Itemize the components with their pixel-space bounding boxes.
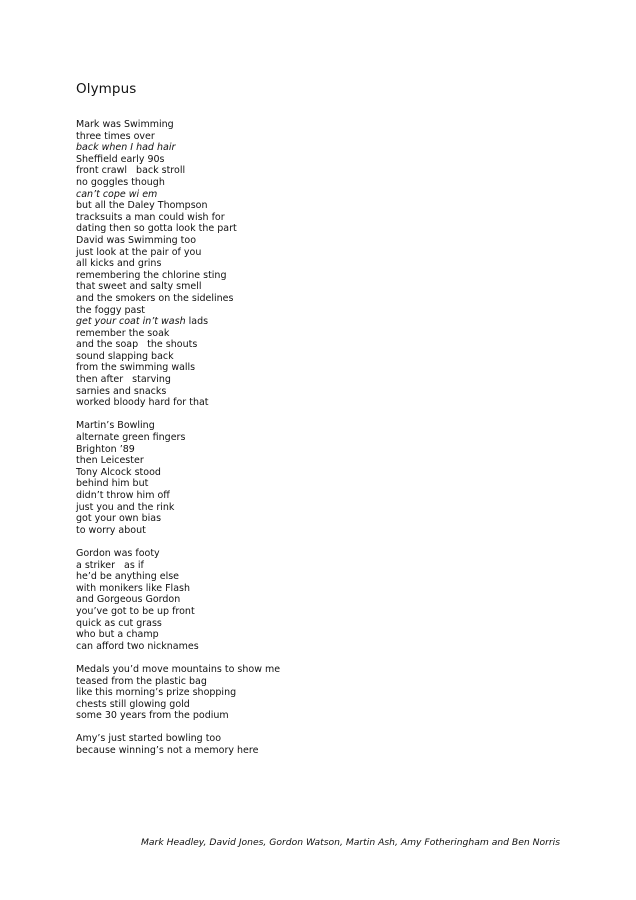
text-segment: then Leicester [76, 455, 144, 467]
poem-line [76, 258, 596, 270]
text-segment: quick as cut grass [76, 617, 162, 629]
text-segment: can afford two nicknames [76, 640, 199, 652]
poem-line [76, 641, 596, 653]
poem-line [76, 525, 596, 537]
poem-title: Olympus [76, 81, 137, 97]
text-segment: chests still glowing gold [76, 698, 190, 710]
poem-line [76, 247, 596, 259]
poem-line [76, 455, 596, 467]
poem-line [76, 710, 596, 722]
text-segment: got your own bias [76, 513, 162, 525]
stanza [76, 733, 596, 756]
poem-line [76, 351, 596, 363]
poem-line [76, 212, 596, 224]
poem-line [76, 293, 596, 305]
poem-line [76, 339, 596, 351]
stanza [76, 664, 596, 722]
poem-line [76, 362, 596, 374]
text-segment: to worry about [76, 524, 146, 536]
poem-line [76, 374, 596, 386]
poem-line [76, 235, 596, 247]
poem-line [76, 432, 596, 444]
poem-line [76, 548, 596, 560]
stanza [76, 420, 596, 536]
poem-line [76, 745, 596, 757]
text-segment: just you and the rink [76, 501, 175, 513]
text-segment: he’d be anything else [76, 571, 180, 583]
text-segment: and the soap the shouts [76, 339, 198, 351]
text-segment: sound slapping back [76, 350, 174, 362]
poem-line [76, 270, 596, 282]
poem-credits: Mark Headley, David Jones, Gordon Watson, Martin Ash, Amy Fotheringham and Ben Norris [141, 837, 560, 848]
text-segment: then after starving [76, 374, 171, 386]
poem-line [76, 131, 596, 143]
text-segment: Sheffield early 90s [76, 153, 165, 165]
poem-line [76, 444, 596, 456]
poem-line [76, 571, 596, 583]
poem-line [76, 386, 596, 398]
text-segment: that sweet and salty smell [76, 281, 202, 293]
poem-line [76, 629, 596, 641]
text-segment: alternate green fingers [76, 432, 186, 444]
poem-line [76, 687, 596, 699]
poem-line [76, 490, 596, 502]
text-segment: who but a champ [76, 629, 159, 641]
italic-segment: can’t cope wi em [76, 188, 158, 200]
text-segment: tracksuits a man could wish for [76, 211, 225, 223]
poem-line [76, 594, 596, 606]
poem-line [76, 583, 596, 595]
text-segment: Gordon was footy [76, 547, 160, 559]
poem-line [76, 200, 596, 212]
poem-line [76, 513, 596, 525]
text-segment: front crawl back stroll [76, 165, 186, 177]
poem-line [76, 328, 596, 340]
poem-line [76, 502, 596, 514]
text-segment: David was Swimming too [76, 234, 197, 246]
text-segment: remember the soak [76, 327, 170, 339]
text-segment: Tony Alcock stood [76, 466, 161, 478]
poem-line [76, 618, 596, 630]
text-segment: some 30 years from the podium [76, 710, 229, 722]
text-segment: Mark was Swimming [76, 119, 174, 130]
stanza [76, 119, 596, 409]
poem-line [76, 177, 596, 189]
poem-line [76, 281, 596, 293]
text-segment: from the swimming walls [76, 362, 196, 374]
text-segment: lads [185, 316, 209, 328]
text-segment: remembering the chlorine sting [76, 269, 227, 281]
text-segment: worked bloody hard for that [76, 397, 209, 409]
text-segment: didn’t throw him off [76, 490, 170, 501]
text-segment: behind him but [76, 478, 149, 490]
poem-line [76, 154, 596, 166]
text-segment: the foggy past [76, 304, 145, 316]
poem-line [76, 733, 596, 745]
poem-line [76, 142, 596, 154]
poem-line [76, 119, 596, 131]
text-segment: like this morning’s prize shopping [76, 687, 237, 699]
stanza [76, 548, 596, 652]
text-segment: you’ve got to be up front [76, 605, 195, 617]
text-segment: a striker as if [76, 559, 144, 571]
italic-segment: back when I had hair [76, 142, 176, 154]
poem-line [76, 676, 596, 688]
text-segment: three times over [76, 130, 155, 142]
poem-line [76, 478, 596, 490]
text-segment: Amy’s just started bowling too [76, 733, 222, 745]
text-segment: no goggles though [76, 176, 165, 188]
text-segment: with monikers like Flash [76, 582, 190, 594]
text-segment: dating then so gotta look the part [76, 223, 237, 235]
text-segment: Brighton ’89 [76, 443, 135, 455]
text-segment: because winning’s not a memory here [76, 745, 259, 757]
poem-line [76, 420, 596, 432]
poem-line [76, 397, 596, 409]
text-segment: sarnies and snacks [76, 385, 167, 397]
poem-line [76, 699, 596, 711]
text-segment: just look at the pair of you [76, 246, 202, 258]
poem-line [76, 316, 596, 328]
poem-line [76, 664, 596, 676]
poem-line [76, 560, 596, 572]
text-segment: all kicks and grins [76, 258, 162, 270]
poem-line [76, 165, 596, 177]
text-segment: but all the Daley Thompson [76, 200, 208, 212]
poem-line [76, 305, 596, 317]
italic-segment: get your coat in’t wash [76, 316, 186, 328]
text-segment: and Gorgeous Gordon [76, 594, 181, 606]
poem-body [76, 119, 596, 768]
text-segment: teased from the plastic bag [76, 675, 207, 687]
text-segment: and the smokers on the sidelines [76, 292, 234, 304]
poem-line [76, 606, 596, 618]
poem-line [76, 189, 596, 201]
poem-line [76, 223, 596, 235]
poem-line [76, 467, 596, 479]
text-segment: Martin’s Bowling [76, 420, 155, 432]
text-segment: Medals you’d move mountains to show me [76, 663, 281, 675]
